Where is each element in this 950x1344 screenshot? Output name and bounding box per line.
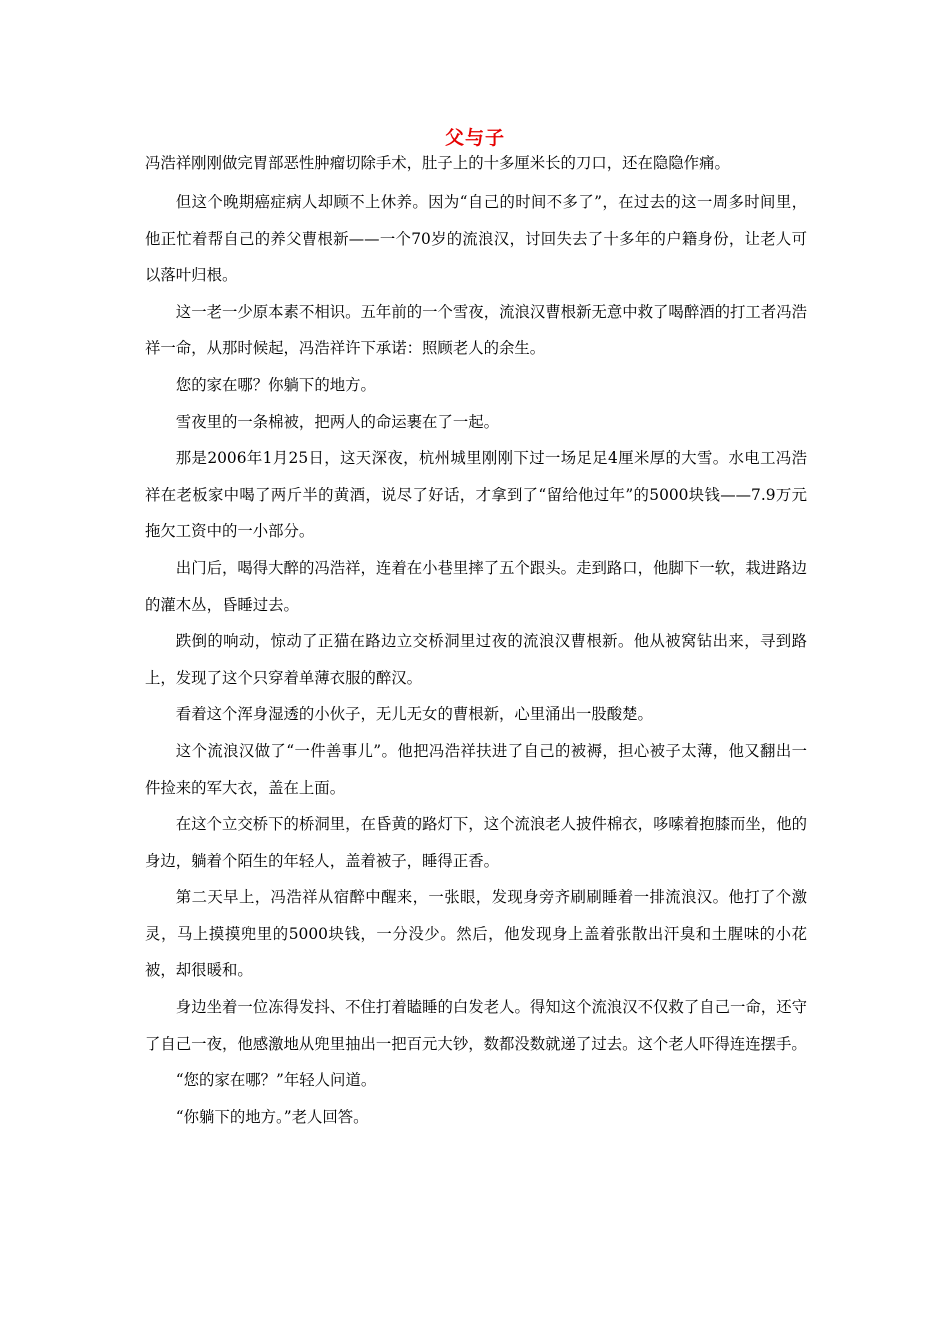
paragraph: 身边坐着一位冻得发抖、不住打着瞌睡的白发老人。得知这个流浪汉不仅救了自己一命，还守了自己一夜，他感激地从兜里抽出一把百元大钞，数都没数就递了过去。这个老人吓得连连摆手。 xyxy=(145,998,807,1053)
paragraph: 这个流浪汉做了“一件善事儿”。他把冯浩祥扶进了自己的被褥，担心被子太薄，他又翻出一件捡来的军大衣，盖在上面。 xyxy=(145,741,807,797)
paragraph: “您的家在哪？”年轻人问道。 xyxy=(175,1071,377,1090)
paragraph: 但这个晚期癌症病人却顾不上休养。因为“自己的时间不多了”，在过去的这一周多时间里，他正忙着帮自己的养父曹根新——一个70岁的流浪汉，讨回失去了十多年的户籍身份，让老人可以落叶归根。 xyxy=(145,193,807,285)
paragraph: 冯浩祥刚刚做完胃部恶性肿瘤切除手术，肚子上的十多厘米长的刀口，还在隐隐作痛。 xyxy=(145,154,730,172)
paragraph: 出门后，喝得大醉的冯浩祥，连着在小巷里摔了五个跟头。走到路口，他脚下一软，栽进路边的灌木丛，昏睡过去。 xyxy=(145,558,807,614)
paragraph: 第二天早上，冯浩祥从宿醉中醒来，一张眼，发现身旁齐刷刷睡着一排流浪汉。他打了个激灵，马上摸摸兜里的5000块钱，一分没少。然后，他发现身上盖着张散出汗臭和土腥味的小花被，却很暖和。 xyxy=(145,888,807,980)
paragraph: 在这个立交桥下的桥洞里，在昏黄的路灯下，这个流浪老人披件棉衣，哆嗦着抱膝而坐，他的身边，躺着个陌生的年轻人，盖着被子，睡得正香。 xyxy=(145,815,807,870)
paragraph: 跌倒的响动，惊动了正猫在路边立交桥洞里过夜的流浪汉曹根新。他从被窝钻出来，寻到路上，发现了这个只穿着单薄衣服的醉汉。 xyxy=(145,632,807,687)
paragraph: “你躺下的地方。”老人回答。 xyxy=(175,1107,369,1126)
paragraph: 看着这个浑身湿透的小伙子，无儿无女的曹根新，心里涌出一股酸楚。 xyxy=(175,705,653,724)
document-title: 父与子 xyxy=(444,127,505,149)
document-body xyxy=(145,148,807,1135)
paragraph: 这一老一少原本素不相识。五年前的一个雪夜，流浪汉曹根新无意中救了喝醉酒的打工者冯浩祥一命，从那时候起，冯浩祥许下承诺：照顾老人的余生。 xyxy=(145,302,807,358)
paragraph: 您的家在哪？你躺下的地方。 xyxy=(175,375,376,394)
paragraph: 雪夜里的一条棉被，把两人的命运裹在了一起。 xyxy=(175,412,500,431)
paragraph: 那是2006年1月25日，这天深夜，杭州城里刚刚下过一场足足4厘米厚的大雪。水电工冯浩祥在老板家中喝了两斤半的黄酒，说尽了好话，才拿到了“留给他过年”的5000块钱——7.9万元拖欠工资中的一小部分。 xyxy=(145,449,807,541)
